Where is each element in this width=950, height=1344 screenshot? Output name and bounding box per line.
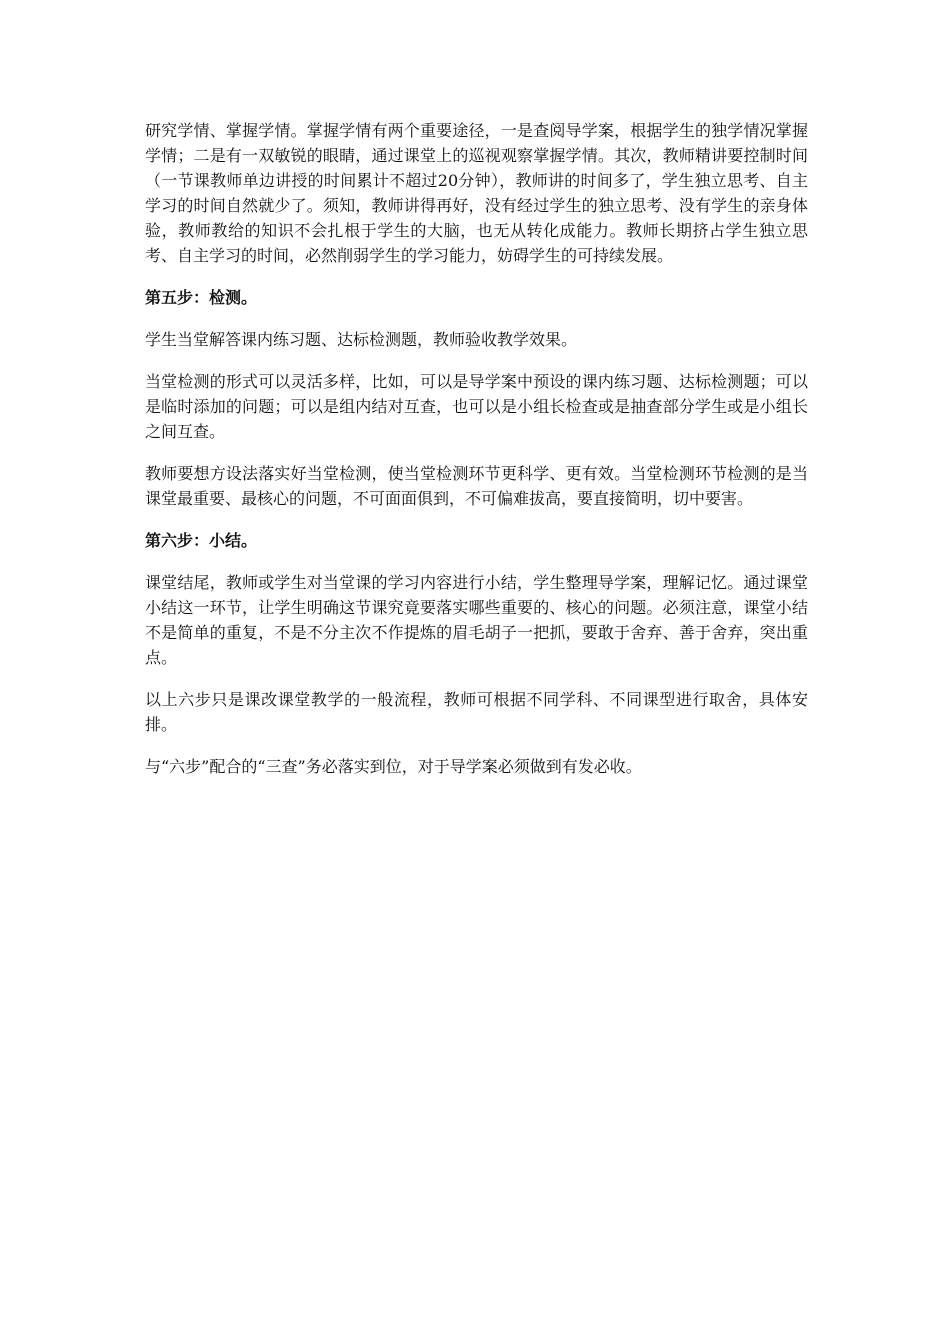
paragraph-step-six-1: 课堂结尾，教师或学生对当堂课的学习内容进行小结，学生整理导学案，理解记忆。通过课堂小结这一环节，让学生明确这节课究竟要落实哪些重要的、核心的问题。必须注意，课堂小结不是简单的重复，不是不分主次不作提炼的眉毛胡子一把抓，要敢于舍弃、善于舍弃，突出重点。 — [145, 573, 808, 667]
paragraph-intro: 研究学情、掌握学情。掌握学情有两个重要途径，一是查阅导学案，根据学生的独学情况掌握学情；二是有一双敏锐的眼睛，通过课堂上的巡视观察掌握学情。其次，教师精讲要控制时间（一节课教师单边讲授的时间累计不超过20分钟），教师讲的时间多了，学生独立思考、自主学习的时间自然就少了。须知，教师讲得再好，没有经过学生的独立思考、没有学生的亲身体验，教师教给的知识不会扎根于学生的大脑，也无从转化成能力。教师长期挤占学生独立思考、自主学习的时间，必然削弱学生的学习能力，妨碍学生的可持续发展。 — [145, 121, 808, 265]
paragraph-step-five-3: 教师要想方设法落实好当堂检测，使当堂检测环节更科学、更有效。当堂检测环节检测的是当课堂最重要、最核心的问题，不可面面俱到，不可偏难拔高，要直接简明，切中要害。 — [145, 464, 808, 508]
paragraph-summary: 以上六步只是课改课堂教学的一般流程，教师可根据不同学科、不同课型进行取舍，具体安排。 — [145, 690, 808, 734]
heading-step-five: 第五步：检测。 — [145, 288, 258, 307]
document-page — [145, 118, 808, 796]
heading-step-six: 第六步：小结。 — [145, 531, 258, 550]
paragraph-final: 与“六步”配合的“三查”务必落实到位，对于导学案必须做到有发必收。 — [145, 757, 642, 776]
paragraph-step-five-1: 学生当堂解答课内练习题、达标检测题，教师验收教学效果。 — [145, 330, 578, 349]
paragraph-step-five-2: 当堂检测的形式可以灵活多样，比如，可以是导学案中预设的课内练习题、达标检测题；可以是临时添加的问题；可以是组内结对互查，也可以是小组长检查或是抽查部分学生或是小组长之间互查。 — [145, 372, 808, 441]
